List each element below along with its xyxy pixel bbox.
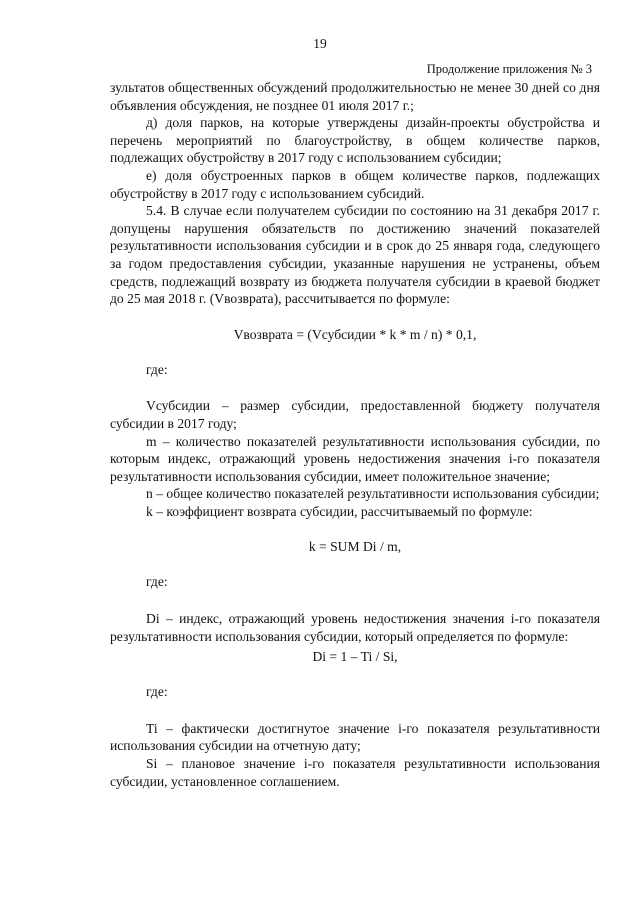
- definition-n: n – общее количество показателей результативности использования субсидии;: [146, 486, 600, 502]
- where-label-2: где:: [146, 574, 168, 590]
- formula-di: Di = 1 – Ti / Si,: [312, 649, 398, 665]
- where-label-3: где:: [146, 684, 168, 700]
- paragraph-item-e: е) доля обустроенных парков в общем количестве парков, подлежащих обустройству в 2017 году с использованием субсидий.: [110, 167, 600, 201]
- definition-di: Di – индекс, отражающий уровень недостижения значения i-го показателя результативности использования субсидии, который определяется по формуле:: [110, 611, 600, 644]
- where-label-1: где:: [146, 361, 168, 377]
- page-number: 19: [313, 36, 327, 51]
- paragraph-5-4: 5.4. В случае если получателем субсидии по состоянию на 31 декабря 2017 г. допущены нарушения обязательств по достижению значений показателей результативности использования субсидии и в срок до 25 января года, следующего за годом предоставления субсидии, указанные нарушения не устранены, объем средств, подлежащий возврату из бюджета получателя субсидии в краевой бюджет до 25 мая 2018 г. (Vвозврата), рассчитывается по формуле:: [110, 203, 600, 307]
- formula-k: k = SUM Di / m,: [308, 539, 402, 555]
- formula-v-return: Vвозврата = (Vсубсидии * k * m / n) * 0,1,: [233, 326, 477, 342]
- paragraph-1: зультатов общественных обсуждений продолжительностью не менее 30 дней со дня объявления обсуждения, не позднее 01 июля 2017 г.;: [110, 80, 600, 113]
- definition-k: k – коэффициент возврата субсидии, рассчитываемый по формуле:: [146, 503, 533, 519]
- document-body: [110, 79, 600, 790]
- definition-ti: Ti – фактически достигнутое значение i-го показателя результативности использования субсидии на отчетную дату;: [110, 720, 600, 754]
- definition-m: m – количество показателей результативности использования субсидии, по которым индекс, отражающий уровень недостижения значения i-го показателя результативности использования субсидии, имеет положительное значение;: [110, 433, 600, 484]
- definition-v-subsidy: Vсубсидии – размер субсидии, предоставленной бюджету получателя субсидии в 2017 году;: [110, 398, 600, 431]
- paragraph-item-d: д) доля парков, на которые утверждены дизайн-проекты обустройства и перечень мероприятий по благоустройству, в общем количестве парков, подлежащих обустройству в 2017 году с использованием субсидии;: [110, 115, 600, 166]
- definition-si: Si – плановое значение i-го показателя результативности использования субсидии, установленное соглашением.: [110, 756, 600, 789]
- continuation-header: Продолжение приложения № 3: [426, 62, 592, 76]
